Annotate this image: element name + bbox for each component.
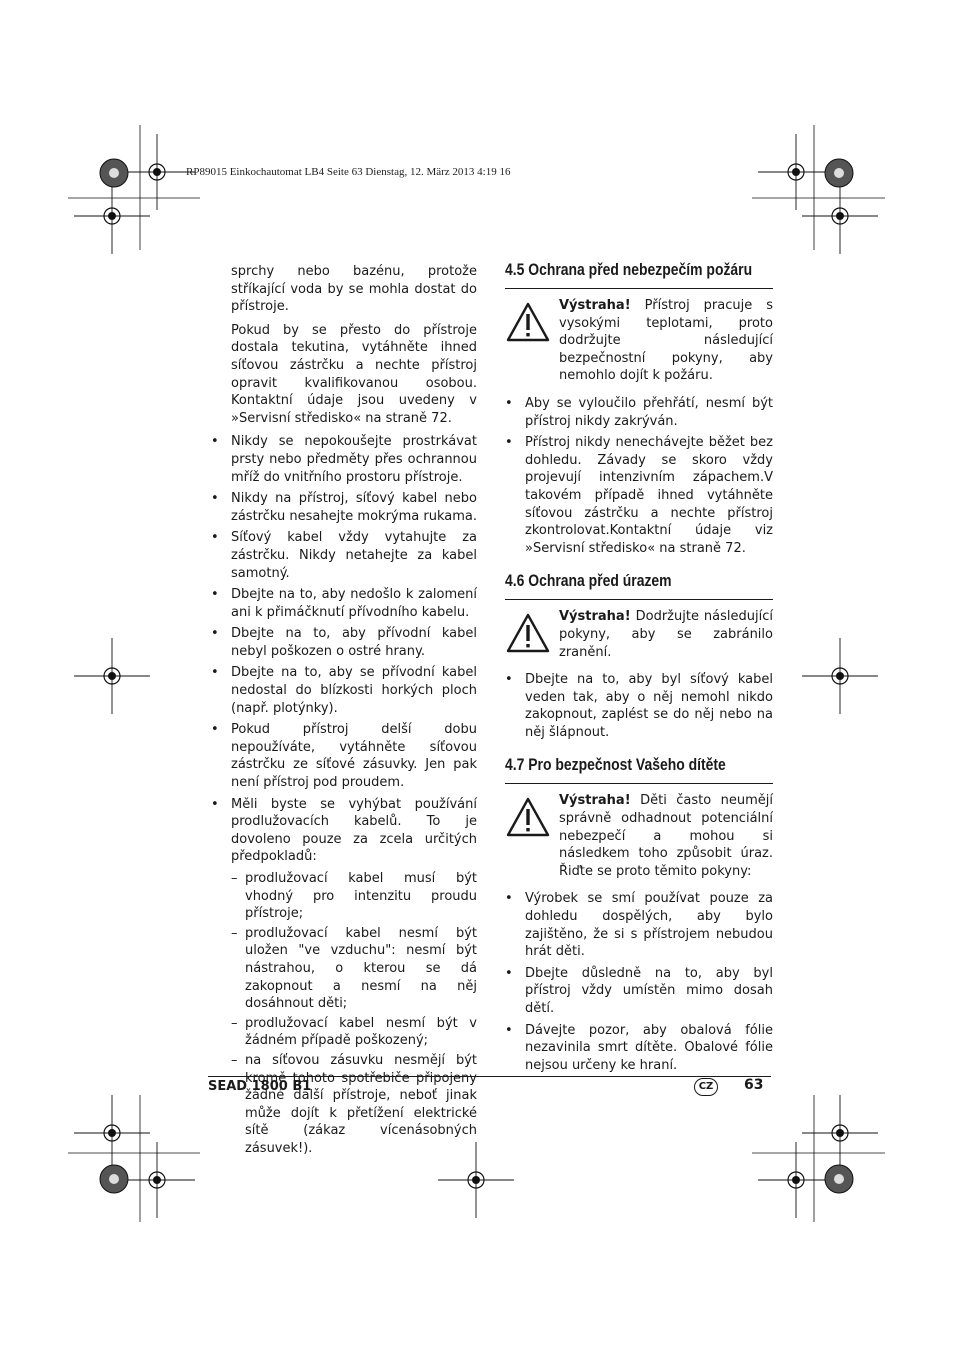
- list-item: • Dbejte na to, aby přívodní kabel nebyl poškozen o ostré hrany.: [211, 626, 477, 659]
- print-slug: RP89015 Einkochautomat LB4 Seite 63 Dienstag, 12. März 2013 4:19 16: [186, 166, 511, 178]
- warning-label: Výstraha!: [559, 298, 631, 313]
- left-column: [211, 263, 477, 1160]
- warning-icon: [505, 612, 551, 654]
- warning-box: [505, 792, 773, 880]
- section-heading: 4.6 Ochrana před úrazem: [505, 571, 672, 591]
- warning-icon: [505, 301, 551, 343]
- section-heading: 4.5 Ochrana před nebezpečím požáru: [505, 260, 753, 279]
- language-badge: CZ: [694, 1078, 718, 1096]
- model-name: SEAD 1800 B1: [208, 1079, 312, 1094]
- page-number: 63: [744, 1077, 764, 1093]
- divider: [505, 599, 773, 600]
- warning-text: Přístroj pracuje s vysokými teplotami, proto dodržujte následující bezpečnostní pokyny, aby nemohlo dojít k požáru.: [559, 298, 773, 384]
- warning-label: Výstraha!: [559, 793, 631, 809]
- right-column: [505, 258, 773, 1078]
- list-item: • Nikdy na přístroj, síťový kabel nebo zástrčku nesahejte mokrýma rukama.: [211, 491, 477, 524]
- list-item: • Aby se vyloučilo přehřátí, nesmí být přístroj nikdy zakrýván.: [505, 395, 773, 429]
- warning-box: [505, 608, 773, 661]
- footer-rule: [208, 1076, 771, 1077]
- list-item: • Výrobek se smí používat pouze za dohledu dospělých, aby bylo zajištěno, že si s přístrojem nebudou hrát děti.: [505, 891, 773, 960]
- list-item: • Pokud přístroj delší dobu nepoužíváte, vytáhněte síťovou zástrčku ze síťové zásuvky. Jen pak není přístroj pod proudem.: [211, 722, 477, 791]
- list-item: • Síťový kabel vždy vytahujte za zástrčku. Nikdy netahejte za kabel samotný.: [211, 530, 477, 581]
- list-item: • Měli byste se vyhýbat používání prodlužovacích kabelů. To je dovoleno pouze za zcela určitých předpokladů:: [211, 796, 477, 865]
- divider: [505, 783, 773, 784]
- warning-text: Dodržujte následující pokyny, aby se zabránilo zranění.: [559, 609, 773, 660]
- list-item: • Dávejte pozor, aby obalová fólie nezavinila smrt dítěte. Obalové fólie nejsou určeny ke hraní.: [505, 1022, 773, 1073]
- list-item: • Dbejte na to, aby byl síťový kabel veden tak, aby o něj nemohl nikdo zakopnout, zaplést se do něj nebo na něj šlápnout.: [505, 672, 773, 740]
- list-item: • Dbejte na to, aby se přívodní kabel nedostal do blízkosti horkých ploch (např. plotýnky).: [211, 665, 477, 716]
- warning-box: [505, 297, 773, 385]
- divider: [505, 288, 773, 289]
- warning-icon: [505, 796, 551, 838]
- sub-item: – prodlužovací kabel musí být vhodný pro intenzitu proudu přístroje;: [231, 871, 477, 922]
- paragraph: Pokud by se přesto do přístroje dostala tekutina, vytáhněte ihned síťovou zástrčku a nechte přístroj opravit kvalifikovanou osobou. Kontaktní údaje jsou uvedeny v »Servisní středisko« na straně 72.: [231, 322, 477, 426]
- section-heading: 4.7 Pro bezpečnost Vašeho dítěte: [505, 755, 726, 775]
- warning-label: Výstraha!: [559, 609, 631, 625]
- sub-item: – prodlužovací kabel nesmí být v žádném případě poškozený;: [231, 1015, 477, 1049]
- sub-item: – prodlužovací kabel nesmí být uložen "ve vzduchu": nesmí být nástrahou, o kterou se dá zakopnout a nesmí na něj dosáhnout děti;: [231, 925, 477, 1012]
- sub-item: – na síťovou zásuvku nesmějí být kromě tohoto spotřebiče připojeny žádné další přístroje, neboť jinak může dojít k přetížení elektrické sítě (zákaz vícenásobných zásuvek!).: [231, 1052, 477, 1156]
- list-item: • Dbejte důsledně na to, aby byl přístroj vždy umístěn mimo dosah dětí.: [505, 965, 773, 1016]
- list-item: • Dbejte na to, aby nedošlo k zalomení ani k přimáčknutí přívodního kabelu.: [211, 587, 477, 620]
- warning-text: Děti často neumějí správně odhadnout potenciální nebezpečí a mohou si následkem toho způsobit úraz. Řiďte se proto těmito pokyny:: [559, 793, 773, 879]
- continuation-text: sprchy nebo bazénu, protože stříkající voda by se mohla dostat do přístroje.: [231, 264, 477, 315]
- list-item: • Přístroj nikdy nenechávejte běžet bez dohledu. Závady se skoro vždy projevují intenzivním zápachem.V takovém případě ihned vytáhněte síťovou zástrčku a nechte přístroj zkontrolovat.Kontaktní údaje viz »Servisní středisko« na straně 72.: [505, 435, 773, 556]
- list-item: • Nikdy se nepokoušejte prostrkávat prsty nebo předměty přes ochrannou mříž do vnitřního prostoru přístroje.: [211, 434, 477, 485]
